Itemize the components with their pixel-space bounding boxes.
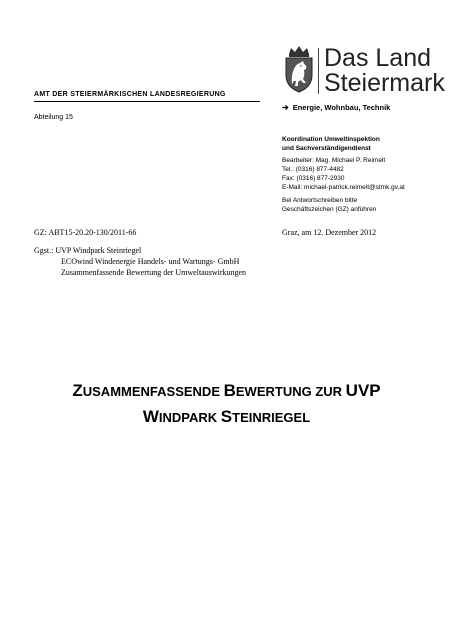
subject-line1: Ggst.: UVP Windpark Steinriegel	[34, 246, 142, 255]
logo-text-line2: Steiermark	[324, 69, 445, 97]
reply-note-line1: Bei Antwortschreiben bitte	[282, 197, 358, 204]
reply-note	[282, 196, 376, 214]
email-address: E-Mail: michael-patrick.reimelt@stmk.gv.at	[282, 184, 405, 191]
phone-number: Tel.: (0316) 877-4482	[282, 166, 344, 173]
logo-text-line1: Das Land	[324, 44, 432, 72]
office-divider	[34, 101, 260, 102]
subject-block	[34, 245, 246, 278]
subject-line2: ECOwind Windenergie Handels- und Wartungs- GmbH	[61, 257, 240, 266]
reply-note-line2: Geschäftszeichen (GZ) anführen	[282, 206, 377, 213]
logo-divider	[318, 48, 319, 94]
coordination-line1: Koordination Umweltinspektion	[282, 136, 380, 143]
coordination-block	[282, 135, 380, 153]
letter-date: Graz, am 12. Dezember 2012	[282, 228, 377, 237]
styria-coat-of-arms-icon	[281, 45, 317, 93]
department-label: Abteilung 15	[34, 114, 73, 121]
office-name: AMT DER STEIERMÄRKISCHEN LANDESREGIERUNG	[34, 91, 226, 98]
subject-line3: Zusammenfassende Bewertung der Umweltauswirkungen	[61, 268, 247, 277]
file-reference: GZ: ABT15-20.20-130/2011-66	[34, 228, 137, 237]
document-title-line2: WINDPARK STEINRIEGEL	[142, 407, 311, 426]
division-line	[282, 103, 390, 112]
document-title-line1: ZUSAMMENFASSENDE BEWERTUNG ZUR UVP	[72, 381, 381, 400]
coordination-line2: und Sachverständigendienst	[282, 145, 371, 152]
clerk-name: Bearbeiter: Mag. Michael P. Reimelt	[282, 157, 386, 164]
arrow-right-icon: ➔	[282, 103, 289, 112]
fax-number: Fax: (0316) 877-2930	[282, 175, 345, 182]
contact-block	[282, 156, 405, 192]
division-name: Energie, Wohnbau, Technik	[292, 103, 391, 112]
